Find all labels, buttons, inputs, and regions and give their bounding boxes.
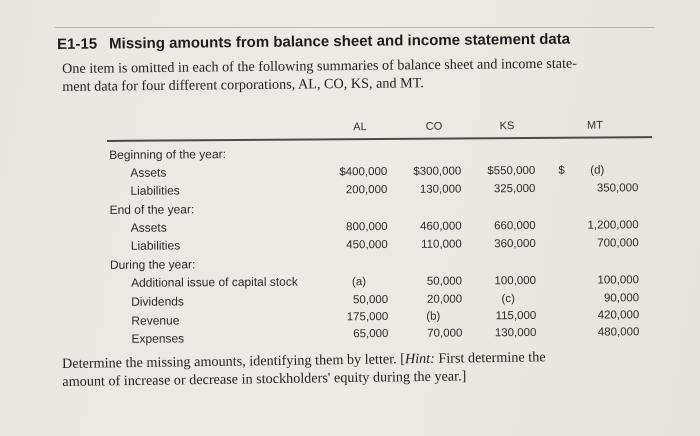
cell-end-assets-al: 800,000 bbox=[346, 220, 388, 234]
cell-exp-co: 70,000 bbox=[427, 327, 463, 340]
row-label-begin-assets: Assets bbox=[130, 165, 167, 180]
cell-exp-ks: 130,000 bbox=[494, 326, 537, 340]
hint-label: Hint: bbox=[404, 350, 435, 368]
cell-end-liab-co: 110,000 bbox=[421, 238, 462, 251]
exercise-number: E1-15 bbox=[57, 35, 98, 53]
instructions-text: Determine the missing amounts, identifying them by letter. [ bbox=[62, 351, 406, 372]
instructions-line-2: amount of increase or decrease in stockholders' equity during the year.] bbox=[62, 368, 467, 390]
row-label-end-assets: Assets bbox=[130, 220, 167, 235]
row-label-end-liabilities: Liabilities bbox=[130, 238, 181, 253]
cell-end-assets-ks: 660,000 bbox=[494, 219, 536, 233]
cell-div-mt: 90,000 bbox=[603, 292, 640, 305]
cell-end-assets-mt: 1,200,000 bbox=[587, 219, 639, 232]
cell-begin-liab-co: 130,000 bbox=[419, 183, 462, 196]
cell-end-liab-ks: 360,000 bbox=[494, 237, 536, 251]
cell-rev-al: 175,000 bbox=[346, 310, 389, 324]
col-head-ks: KS bbox=[499, 120, 515, 133]
section-end: End of the year: bbox=[109, 202, 195, 217]
cell-stock-mt: 100,000 bbox=[597, 274, 640, 287]
cell-stock-co: 50,000 bbox=[426, 275, 463, 288]
cell-rev-mt: 420,000 bbox=[597, 309, 640, 322]
cell-begin-liab-al: 200,000 bbox=[345, 183, 388, 197]
cell-begin-assets-ks: $550,000 bbox=[487, 164, 536, 178]
cell-end-liab-mt: 700,000 bbox=[597, 237, 639, 250]
cell-exp-al: 65,000 bbox=[353, 327, 389, 341]
row-label-stock-issue: Additional issue of capital stock bbox=[131, 274, 298, 290]
row-label-revenue: Revenue bbox=[131, 313, 180, 328]
cell-begin-assets-mt-dollar: $ bbox=[558, 164, 565, 177]
cell-begin-assets-al: $400,000 bbox=[339, 165, 388, 179]
intro-line-1: One item is omitted in each of the following summaries of balance sheet and income state- bbox=[62, 55, 578, 77]
col-head-al: AL bbox=[353, 121, 367, 134]
cell-div-al: 50,000 bbox=[352, 293, 389, 307]
row-label-dividends: Dividends bbox=[131, 294, 184, 309]
intro-line-2: ment data for four different corporations, AL, CO, KS, and MT. bbox=[62, 75, 424, 95]
instructions-hint-text: First determine the bbox=[434, 349, 546, 367]
cell-rev-co: (b) bbox=[426, 310, 441, 323]
cell-stock-al: (a) bbox=[351, 276, 367, 289]
cell-begin-liab-ks: 325,000 bbox=[493, 182, 536, 196]
row-label-begin-liabilities: Liabilities bbox=[130, 183, 180, 198]
col-head-co: CO bbox=[425, 120, 443, 133]
cell-end-assets-co: 460,000 bbox=[420, 220, 462, 233]
header-rule bbox=[107, 136, 652, 141]
cell-begin-assets-mt: (d) bbox=[590, 164, 605, 177]
cell-div-co: 20,000 bbox=[426, 293, 463, 306]
exercise-title: Missing amounts from balance sheet and income statement data bbox=[109, 30, 571, 53]
cell-rev-ks: 115,000 bbox=[495, 309, 537, 323]
cell-stock-ks: 100,000 bbox=[494, 274, 537, 288]
cell-begin-assets-co: $300,000 bbox=[413, 165, 462, 178]
section-beginning: Beginning of the year: bbox=[109, 147, 226, 162]
cell-exp-mt: 480,000 bbox=[597, 326, 640, 339]
cell-begin-liab-mt: 350,000 bbox=[596, 182, 639, 195]
col-head-mt: MT bbox=[586, 119, 603, 132]
section-during: During the year: bbox=[109, 257, 196, 272]
cell-end-liab-al: 450,000 bbox=[346, 238, 388, 252]
cell-div-ks: (c) bbox=[501, 293, 515, 306]
row-label-expenses: Expenses bbox=[131, 331, 185, 346]
